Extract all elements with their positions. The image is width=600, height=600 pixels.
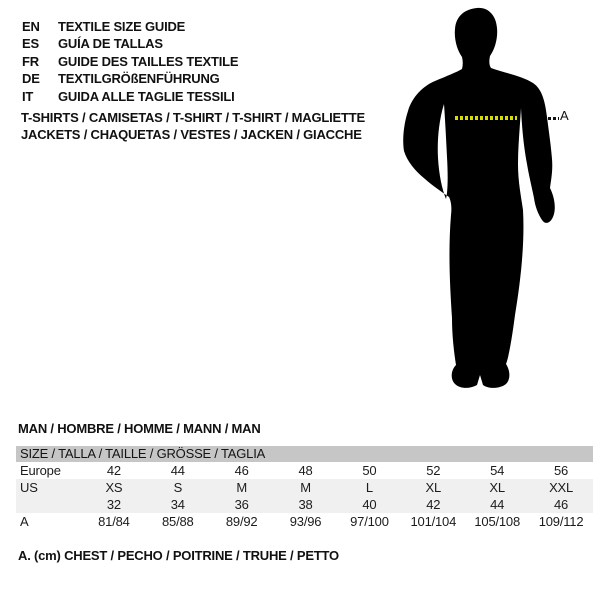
language-label: TEXTILGRÖßENFÜHRUNG (58, 71, 220, 87)
size-cell: 42 (401, 496, 465, 513)
size-cell: 101/104 (410, 514, 457, 529)
size-cell: XXL (529, 479, 593, 496)
size-cell: 97/100 (350, 514, 389, 529)
table-row-chest-cm (16, 513, 593, 530)
size-cell: XL (465, 479, 529, 496)
size-cell: 85/88 (162, 514, 194, 529)
row-label: A (20, 514, 29, 529)
size-cell: 44 (465, 496, 529, 513)
section-title-man: MAN / HOMBRE / HOMME / MANN / MAN (18, 421, 261, 436)
size-cell: L (338, 479, 402, 496)
size-cell: 46 (234, 463, 249, 478)
row-label: US (16, 479, 82, 496)
size-cell: 109/112 (538, 514, 584, 529)
size-cell: 50 (362, 463, 377, 478)
measure-pointer-dashes (548, 117, 559, 120)
size-cell: 32 (82, 496, 146, 513)
language-label: GUÍA DE TALLAS (58, 36, 163, 52)
size-cell: M (274, 479, 338, 496)
size-cell: 46 (529, 496, 593, 513)
language-row-en (22, 18, 238, 35)
language-row-de (22, 70, 238, 87)
row-label (16, 496, 82, 513)
garment-category-lines (21, 110, 365, 143)
language-label: GUIDE DES TAILLES TEXTILE (58, 53, 239, 69)
size-cell: 54 (490, 463, 505, 478)
category-line-jackets: JACKETS / CHAQUETAS / VESTES / JACKEN / GIACCHE (21, 126, 362, 142)
size-cell: 36 (210, 496, 274, 513)
table-row-us (16, 479, 593, 496)
language-code: DE (22, 71, 40, 87)
size-table-header-row (16, 446, 593, 462)
language-label: GUIDA ALLE TAGLIE TESSILI (58, 88, 235, 104)
footnote-chest-measure: A. (cm) CHEST / PECHO / POITRINE / TRUHE / PETTO (18, 548, 339, 563)
measure-label-a: A (560, 108, 569, 123)
language-label: TEXTILE SIZE GUIDE (58, 19, 186, 34)
size-cell: XL (401, 479, 465, 496)
size-cell: 40 (338, 496, 402, 513)
language-row-es (22, 35, 238, 52)
size-cell: 48 (298, 463, 313, 478)
language-code: FR (22, 53, 39, 69)
size-table-header: SIZE / TALLA / TAILLE / GRÖSSE / TAGLIA (16, 446, 593, 462)
size-table (16, 446, 593, 530)
row-label: Europe (20, 463, 61, 478)
size-cell: 44 (170, 463, 185, 478)
language-title-list (22, 18, 238, 105)
size-cell: 105/108 (474, 514, 520, 529)
table-row-europe (16, 462, 593, 479)
table-row-numeric (16, 496, 593, 513)
language-row-it (22, 88, 238, 105)
language-row-fr (22, 53, 238, 70)
size-cell: 38 (274, 496, 338, 513)
size-cell: 52 (426, 463, 441, 478)
size-cell: 89/92 (225, 514, 258, 529)
language-code: IT (22, 88, 34, 104)
size-cell: 56 (554, 463, 569, 478)
size-cell: XS (82, 479, 146, 496)
size-cell: 81/84 (98, 514, 130, 529)
size-cell: 42 (106, 463, 121, 478)
chest-measure-dashed-line (455, 116, 517, 120)
man-silhouette (395, 0, 575, 400)
size-cell: 34 (146, 496, 210, 513)
size-cell: M (210, 479, 274, 496)
language-code: ES (22, 36, 39, 52)
size-cell: S (146, 479, 210, 496)
category-line-tshirts: T-SHIRTS / CAMISETAS / T-SHIRT / T-SHIRT / MAGLIETTE (21, 110, 365, 125)
language-code: EN (22, 19, 40, 34)
size-cell: 93/96 (289, 514, 322, 529)
